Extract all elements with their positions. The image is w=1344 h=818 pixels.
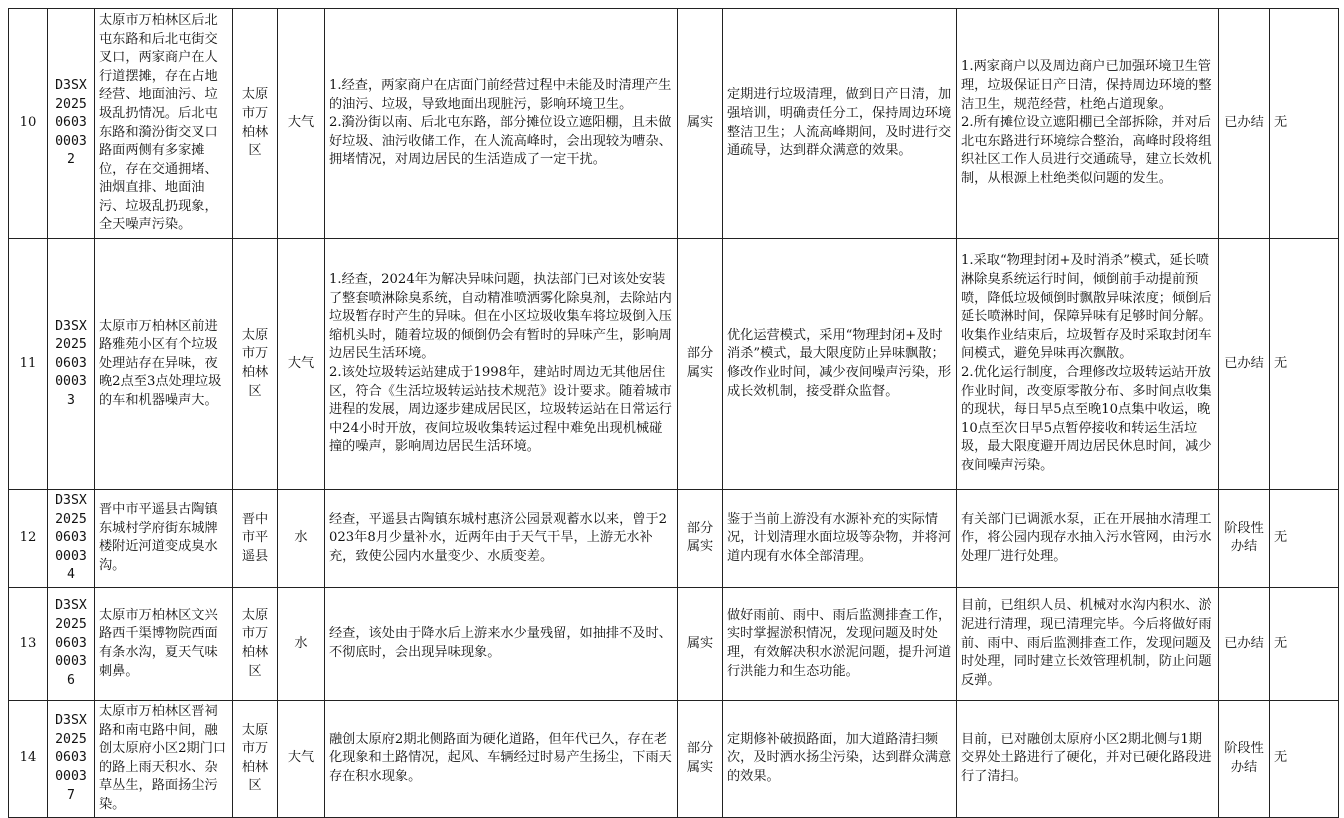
complaint-content: 太原市万柏林区前进路雅苑小区有个垃圾处理站存在异味，夜晚2点至3点处理垃圾的车和机器噪声大。 (95, 239, 233, 490)
row-number: 14 (9, 700, 48, 817)
verdict: 属实 (678, 587, 723, 700)
case-table (8, 8, 1339, 818)
accountability: 无 (1270, 239, 1339, 490)
table-row (9, 239, 1339, 490)
row-number: 13 (9, 587, 48, 700)
pollution-type: 水 (278, 490, 325, 588)
rectification-measures: 优化运营模式，采用“物理封闭+及时消杀”模式，最大限度防止异味飘散；修改作业时间，减少夜间噪声污染，形成长效机制，接受群众监督。 (723, 239, 957, 490)
verdict: 部分属实 (678, 239, 723, 490)
verdict: 属实 (678, 9, 723, 239)
case-code: D3SX2025060300037 (48, 700, 95, 817)
region: 太原市万柏林区 (233, 239, 278, 490)
region: 晋中市平遥县 (233, 490, 278, 588)
rectification-measures: 定期进行垃圾清理，做到日产日清，加强培训，明确责任分工，保持周边环境整洁卫生；人流高峰期间，及时进行交通疏导，达到群众满意的效果。 (723, 9, 957, 239)
complaint-content: 太原市万柏林区文兴路西千渠博物院西面有条水沟，夏天气味刺鼻。 (95, 587, 233, 700)
rectification-progress: 有关部门已调派水泵，正在开展抽水清理工作，将公园内现存水抽入污水管网，由污水处理厂进行处理。 (957, 490, 1219, 588)
case-code: D3SX2025060300036 (48, 587, 95, 700)
table-row (9, 700, 1339, 817)
verdict: 部分属实 (678, 700, 723, 817)
pollution-type: 大气 (278, 9, 325, 239)
row-number: 12 (9, 490, 48, 588)
verdict: 部分属实 (678, 490, 723, 588)
case-code: D3SX2025060300033 (48, 239, 95, 490)
case-code: D3SX2025060300034 (48, 490, 95, 588)
table-row (9, 490, 1339, 588)
rectification-measures: 做好雨前、雨中、雨后监测排查工作，实时掌握淤积情况，发现问题及时处理，有效解决积水淤泥问题，提升河道行洪能力和生态功能。 (723, 587, 957, 700)
case-code: D3SX2025060300032 (48, 9, 95, 239)
table-row (9, 587, 1339, 700)
accountability: 无 (1270, 700, 1339, 817)
completion-status: 阶段性办结 (1219, 700, 1270, 817)
investigation-result: 融创太原府2期北侧路面为硬化道路，但年代已久，存在老化现象和土路情况，起风、车辆经过时易产生扬尘，下雨天存在积水现象。 (325, 700, 678, 817)
pollution-type: 大气 (278, 700, 325, 817)
region: 太原市万柏林区 (233, 587, 278, 700)
rectification-progress: 目前，已组织人员、机械对水沟内积水、淤泥进行清理，现已清理完毕。今后将做好雨前、雨中、雨后监测排查工作，发现问题及时处理，同时建立长效管理机制，防止问题反弹。 (957, 587, 1219, 700)
table-row (9, 9, 1339, 239)
investigation-result: 1.经查，2024年为解决异味问题，执法部门已对该处安装了整套喷淋除臭系统，自动精准喷洒雾化除臭剂，去除站内垃圾暂存时产生的异味。但在小区垃圾收集车将垃圾倒入压缩机头时，随着垃圾的倾倒仍会有暂时的异味产生，影响周边居民生活环境。 2.该处垃圾转运站建成于1998年，建站时周边无其他居住区，符合《生活垃圾转运站技术规范》设计要求。随着城市进程的发展，周边逐步建成居民区，垃圾转运站在日常运行中24小时开放，夜间垃圾收集转运过程中难免出现机械碰撞的噪声，影响周边居民生活环境。 (325, 239, 678, 490)
accountability: 无 (1270, 9, 1339, 239)
investigation-result: 1.经查，两家商户在店面门前经营过程中未能及时清理产生的油污、垃圾，导致地面出现脏污，影响环境卫生。 2.漪汾街以南、后北屯东路，部分摊位设立遮阳棚，且未做好垃圾、油污收储工作，在人流高峰时，会出现较为嘈杂、拥堵情况，对周边居民的生活造成了一定干扰。 (325, 9, 678, 239)
region: 太原市万柏林区 (233, 700, 278, 817)
completion-status: 已办结 (1219, 587, 1270, 700)
accountability: 无 (1270, 587, 1339, 700)
accountability: 无 (1270, 490, 1339, 588)
region: 太原市万柏林区 (233, 9, 278, 239)
complaint-content: 太原市万柏林区晋祠路和南屯路中间，融创太原府小区2期门口的路上雨天积水、杂草丛生，路面扬尘污染。 (95, 700, 233, 817)
completion-status: 阶段性办结 (1219, 490, 1270, 588)
rectification-progress: 目前，已对融创太原府小区2期北侧与1期交界处土路进行了硬化，并对已硬化路段进行了清扫。 (957, 700, 1219, 817)
pollution-type: 水 (278, 587, 325, 700)
row-number: 11 (9, 239, 48, 490)
rectification-measures: 定期修补破损路面，加大道路清扫频次，及时洒水扬尘污染，达到群众满意的效果。 (723, 700, 957, 817)
rectification-progress: 1.两家商户以及周边商户已加强环境卫生管理，垃圾保证日产日清，保持周边环境的整洁卫生，规范经营，杜绝占道现象。 2.所有摊位设立遮阳棚已全部拆除，并对后北屯东路进行环境综合整治，高峰时段将组织社区工作人员进行交通疏导，建立长效机制，从根源上杜绝类似问题的发生。 (957, 9, 1219, 239)
investigation-result: 经查，该处由于降水后上游来水少量残留，如抽排不及时、不彻底时，会出现异味现象。 (325, 587, 678, 700)
completion-status: 已办结 (1219, 239, 1270, 490)
complaint-content: 晋中市平遥县古陶镇东城村学府街东城牌楼附近河道变成臭水沟。 (95, 490, 233, 588)
rectification-measures: 鉴于当前上游没有水源补充的实际情况，计划清理水面垃圾等杂物，并将河道内现有水体全部清理。 (723, 490, 957, 588)
completion-status: 已办结 (1219, 9, 1270, 239)
rectification-progress: 1.采取“物理封闭+及时消杀”模式，延长喷淋除臭系统运行时间，倾倒前手动提前预喷，降低垃圾倾倒时飘散异味浓度；倾倒后延长喷淋时间，保障异味有足够时间分解。收集作业结束后，垃圾暂存及时采取封闭车间模式，避免异味再次飘散。 2.优化运行制度，合理修改垃圾转运站开放作业时间，改变原零散分布、多时间点收集的现状，每日早5点至晚10点集中收运，晚10点至次日早5点暂停接收和转运生活垃圾，最大限度避开周边居民休息时间，减少夜间噪声污染。 (957, 239, 1219, 490)
pollution-type: 大气 (278, 239, 325, 490)
row-number: 10 (9, 9, 48, 239)
investigation-result: 经查，平遥县古陶镇东城村惠济公园景观蓄水以来，曾于2023年8月少量补水，近两年由于天气干旱，上游无水补充，致使公园内水量变少、水质变差。 (325, 490, 678, 588)
complaint-content: 太原市万柏林区后北屯东路和后北屯街交叉口，两家商户在人行道摆摊，存在占地经营、地面油污、垃圾乱扔情况。后北屯东路和漪汾街交叉口路面两侧有多家摊位，存在交通拥堵、油烟直排、地面油污、垃圾乱扔现象，全天噪声污染。 (95, 9, 233, 239)
